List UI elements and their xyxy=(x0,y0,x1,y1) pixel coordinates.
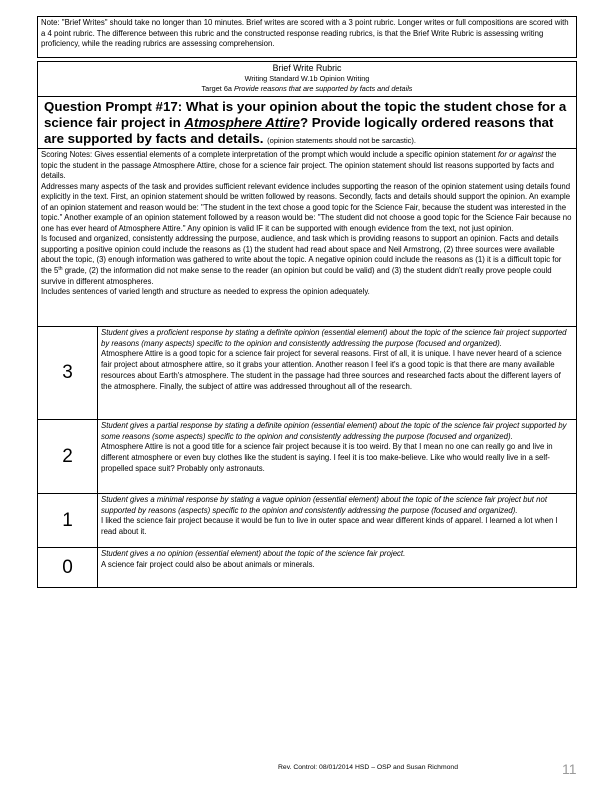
scoring-notes-text: grade, (2) the information did not make sense to the reader (an opinion but could be valid) and (3) the student didn't really prove people could survive in different atmospheres. xyxy=(41,266,552,286)
score-criteria: Student gives a proficient response by stating a definite opinion (essential element) about the topic of the science fair project supported by reasons (many aspects) specific to the opinion and consistently addressing the purpose (focused and organized). xyxy=(101,328,567,348)
rubric-row-3 xyxy=(38,327,576,420)
score-example: I liked the science fair project because it would be fun to live in outer space and wear different kinds of apparel. I learned a lot when I read about it. xyxy=(101,516,558,537)
prompt-note: (opinion statements should not be sarcastic). xyxy=(267,136,416,145)
rubric-row-0 xyxy=(38,548,576,587)
superscript: th xyxy=(58,266,63,273)
rubric-table xyxy=(37,61,577,588)
score-value: 0 xyxy=(38,548,98,587)
rubric-title: Brief Write Rubric xyxy=(272,63,342,73)
prompt-title-ref: Atmosphere Attire xyxy=(184,115,300,130)
scoring-notes-text: Gives essential elements of a complete interpretation of the prompt which would include a specific opinion statement xyxy=(94,150,496,159)
score-example: Atmosphere Attire is not a good title for a science fair project because it is too weird. By that I mean no one can really go and live in different atmosphere or even buy clothes like the student is saying. I feel it is too make-believe. Like who would really live in a self-propelled space suit? Probably only astronauts. xyxy=(101,442,553,473)
prompt-text-after: ? Provide logically ordered reasons that are supported by facts and details. xyxy=(44,115,554,146)
score-description xyxy=(98,420,576,493)
scoring-notes-p1 xyxy=(41,150,573,182)
target-label: Target 6a xyxy=(201,83,232,93)
instruction-note: Note: "Brief Writes" should take no longer than 10 minutes. Brief writes are scored with a 3 point rubric. Longer writes or full compositions are scored with a 4 point rubric. The difference between this rubric and the constructed response reading rubrics, is that the Brief Write Rubric is assessing writing proficiency, while the reading rubrics are assessing comprehension. xyxy=(37,16,577,58)
page-number: 11 xyxy=(562,761,577,777)
target-text: Provide reasons that are supported by facts and details xyxy=(233,83,413,93)
scoring-notes-text: Is focused and organized, consistently addressing the purpose, audience, and task which is providing reasons to support an opinion. Facts and details supporting a positive opinion could include the reasons as (1) the student had read about space and Neil Armstrong, (2) three sources were available about the topic, (3) enough information was gathered to write about the topic. A negative opinion could include the reasons as (1) it is a difficult topic for the 5 xyxy=(41,234,562,276)
score-criteria: Student gives a partial response by stating a definite opinion (essential element) about the topic of the science fair project supported by some reasons (some aspects) specific to the opinion and consistently addressing the purpose (focused and organized). xyxy=(101,421,567,441)
scoring-notes-p3 xyxy=(41,234,573,287)
score-description xyxy=(98,548,576,587)
score-value: 1 xyxy=(38,494,98,547)
writing-standard: Writing Standard W.1b Opinion Writing xyxy=(244,74,370,83)
scoring-notes-label: Scoring Notes: xyxy=(41,150,93,159)
target-line xyxy=(38,84,576,94)
rubric-header xyxy=(38,62,576,97)
rubric-row-2 xyxy=(38,420,576,494)
score-criteria: Student gives a minimal response by stating a vague opinion (essential element) about the topic of the science fair project but not supported by reasons (aspects) specific to the opinion and consistently addressing the purpose (focused and organized). xyxy=(101,495,547,515)
question-prompt xyxy=(38,97,576,149)
score-value: 2 xyxy=(38,420,98,493)
revision-footer: Rev. Control: 08/01/2014 HSD – OSP and Susan Richmond xyxy=(278,764,458,771)
score-description xyxy=(98,327,576,419)
prompt-text: What is your opinion about the topic the student chose for a science fair project in xyxy=(44,99,567,130)
scoring-notes-emphasis: for or against xyxy=(497,150,544,159)
rubric-row-1 xyxy=(38,494,576,548)
scoring-notes xyxy=(38,149,576,327)
score-example: Atmosphere Attire is a good topic for a science fair project for several reasons. First of all, it is unique. I have never heard of a science fair project about atmosphere attire, so it grabs your attention. Another reason I feel it's a good topic is that there are many available resources about Earth's atmosphere. The student in the passage had three sources and researched facts about the different layers of the atmosphere. Finally, the subject of attire was addressed throughout all of the research. xyxy=(101,349,562,391)
scoring-notes-text: the topic the student in the passage Atmosphere Attire, chose for a science fair project. The opinion statement should list reasons supported by facts and details. xyxy=(41,150,557,181)
score-criteria: Student gives a no opinion (essential element) about the topic of the science fair project. xyxy=(101,549,406,558)
scoring-notes-p2: Addresses many aspects of the task and provides sufficient relevant evidence includes supporting the reason of the opinion statement using details found explicitly in the text. First, an opinion statement should be written followed by reasons. Secondly, facts and details should support the opinion. An example of an opinion statement and reason would be: "The student in the text chose a good topic for the Science Fair, because the student was interested in the topic." Another example of an opinion statement followed by a reason would be: "The student did not choose a good topic for the Science Fair because no one has ever heard of Atmosphere Attire." Any opinion is valid IF it can be supported with enough evidence from the text, not just opinion. xyxy=(41,181,572,233)
score-description xyxy=(98,494,576,547)
score-value: 3 xyxy=(38,327,98,419)
prompt-label: Question Prompt #17: xyxy=(44,99,183,114)
score-example: A science fair project could also be about animals or minerals. xyxy=(101,559,315,569)
scoring-notes-p4: Includes sentences of varied length and structure as needed to express the opinion adequately. xyxy=(41,287,370,297)
